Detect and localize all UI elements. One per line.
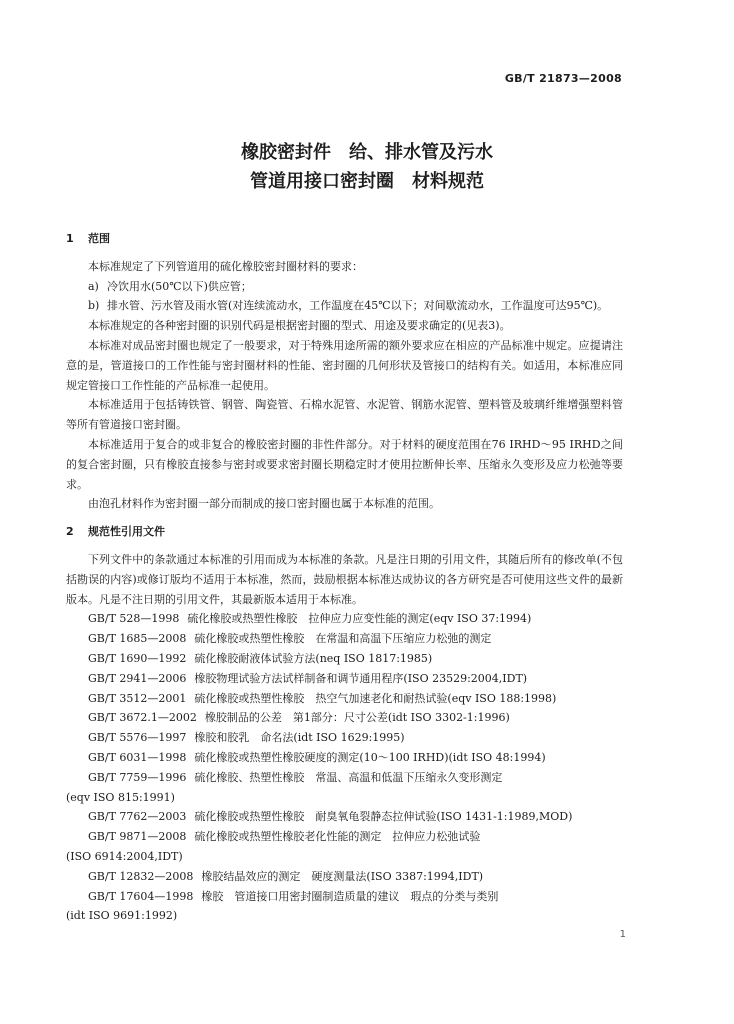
section-number: 1 xyxy=(66,232,74,245)
section-number: 2 xyxy=(66,525,74,539)
paragraph: 本标准对成品密封圈也规定了一般要求，对于特殊用途所需的额外要求应在相应的产品标准中规定。应提请注意的是，管道接口的工作性能与密封圈材料的性能、密封圈的几何形状及管接口的结构有关。如适用，本标准应同规定管接口工作性能的产品标准一起使用。 xyxy=(66,338,623,392)
reference-title: 橡胶和胶乳 命名法(idt ISO 1629:1995) xyxy=(194,731,405,745)
reference-title: 橡胶结晶效应的测定 硬度测量法(ISO 3387:1994,IDT) xyxy=(201,869,484,883)
reference-code: GB/T 12832—2008 xyxy=(88,869,194,883)
reference-title: 硫化橡胶或热塑性橡胶硬度的测定(10～100 IRHD)(idt ISO 48:1994) xyxy=(194,750,546,764)
reference-entry xyxy=(66,807,623,827)
reference-entry xyxy=(66,827,623,847)
reference-code: GB/T 9871—2008 xyxy=(88,830,187,844)
section-2-intro: 下列文件中的条款通过本标准的引用而成为本标准的条款。凡是注日期的引用文件，其随后所有的修改单(不包括勘误的内容)或修订版均不适用于本标准，然而，鼓励根据本标准达成协议的各方研究是否可使用这些文件的最新版本。凡是不注日期的引用文件，其最新版本适用于本标准。 xyxy=(66,552,623,606)
reference-entry xyxy=(66,629,623,649)
reference-code: GB/T 5576—1997 xyxy=(88,731,187,745)
reference-code: GB/T 1685—2008 xyxy=(88,632,187,646)
reference-entry xyxy=(66,887,623,907)
reference-entry xyxy=(66,689,623,709)
reference-code: GB/T 7762—2003 xyxy=(88,810,187,824)
reference-title: 橡胶物理试验方法试样制备和调节通用程序(ISO 23529:2004,IDT) xyxy=(194,671,528,685)
reference-entry xyxy=(66,768,623,788)
reference-title: 硫化橡胶耐液体试验方法(neq ISO 1817:1985) xyxy=(194,651,433,665)
reference-continuation: (eqv ISO 815:1991) xyxy=(66,790,175,804)
page-number: 1 xyxy=(619,929,626,940)
paragraph: 本标准适用于复合的或非复合的橡胶密封圈的非性件部分。对于材料的硬度范围在76 IRHD～95 IRHD之间的复合密封圈，只有橡胶直接参与密封或要求密封圈长期稳定时才使用拉断伸长率、压缩永久变形及应力松弛等要求。 xyxy=(66,437,623,491)
reference-code: GB/T 2941—2006 xyxy=(88,671,187,685)
reference-title: 硫化橡胶、热塑性橡胶 常温、高温和低温下压缩永久变形测定 xyxy=(194,770,503,784)
reference-title: 硫化橡胶或热塑性橡胶 热空气加速老化和耐热试验(eqv ISO 188:1998) xyxy=(194,691,557,705)
reference-title: 硫化橡胶或热塑性橡胶老化性能的测定 拉伸应力松弛试验 xyxy=(194,830,481,844)
paragraph: 本标准适用于包括铸铁管、钢管、陶瓷管、石棉水泥管、水泥管、钢筋水泥管、塑料管及玻璃纤维增强塑料管等所有管道接口密封圈。 xyxy=(66,398,623,432)
reference-title: 硫化橡胶或热塑性橡胶 拉伸应力应变性能的测定(eqv ISO 37:1994) xyxy=(187,612,532,626)
reference-title: 硫化橡胶或热塑性橡胶 在常温和高温下压缩应力松弛的测定 xyxy=(194,632,492,646)
list-marker: a) xyxy=(88,279,99,293)
reference-title: 硫化橡胶或热塑性橡胶 耐臭氧龟裂静态拉伸试验(ISO 1431-1:1989,MOD) xyxy=(194,810,573,824)
list-item xyxy=(66,277,623,297)
document-title xyxy=(0,138,734,196)
reference-code: GB/T 1690—1992 xyxy=(88,651,187,665)
title-line-1: 橡胶密封件 给、排水管及污水 xyxy=(241,142,493,163)
reference-entry xyxy=(66,867,623,887)
reference-code: GB/T 528—1998 xyxy=(88,612,180,626)
section-title: 规范性引用文件 xyxy=(88,525,165,539)
reference-code: GB/T 7759—1996 xyxy=(88,770,187,784)
standard-code: GB/T 21873—2008 xyxy=(504,72,622,85)
reference-continuation: (ISO 6914:2004,IDT) xyxy=(66,849,183,863)
reference-code: GB/T 3672.1—2002 xyxy=(88,711,197,725)
reference-code: GB/T 17604—1998 xyxy=(88,889,194,903)
reference-entry xyxy=(66,728,623,748)
section-title: 范围 xyxy=(88,232,110,245)
section-1-heading xyxy=(66,229,623,249)
reference-continuation: (idt ISO 9691:1992) xyxy=(66,909,178,923)
title-line-2: 管道用接口密封圈 材料规范 xyxy=(250,171,484,192)
reference-title: 橡胶制品的公差 第1部分：尺寸公差(idt ISO 3302-1:1996) xyxy=(204,711,510,725)
reference-entry xyxy=(66,649,623,669)
reference-title: 橡胶 管道接口用密封圈制造质量的建议 瑕点的分类与类别 xyxy=(201,889,499,903)
paragraph: 本标准规定的各种密封圈的识别代码是根据密封圈的型式、用途及要求确定的(见表3)。 xyxy=(88,319,511,333)
reference-entry xyxy=(66,609,623,629)
list-item xyxy=(66,296,623,316)
reference-entry xyxy=(66,669,623,689)
reference-entry xyxy=(66,748,623,768)
section-1-intro: 本标准规定了下列管道用的硫化橡胶密封圈材料的要求： xyxy=(88,259,363,273)
section-2-heading xyxy=(66,522,623,542)
list-marker: b) xyxy=(88,299,100,313)
reference-entry xyxy=(66,708,623,728)
list-item-text: 排水管、污水管及雨水管(对连续流动水，工作温度在45℃以下；对间歇流动水，工作温度可达95℃)。 xyxy=(107,299,609,313)
list-item-text: 冷饮用水(50℃以下)供应管； xyxy=(107,279,252,293)
reference-code: GB/T 3512—2001 xyxy=(88,691,187,705)
paragraph: 由泡孔材料作为密封圈一部分而制成的接口密封圈也属于本标准的范围。 xyxy=(88,497,440,511)
reference-code: GB/T 6031—1998 xyxy=(88,750,187,764)
document-body xyxy=(66,229,623,926)
